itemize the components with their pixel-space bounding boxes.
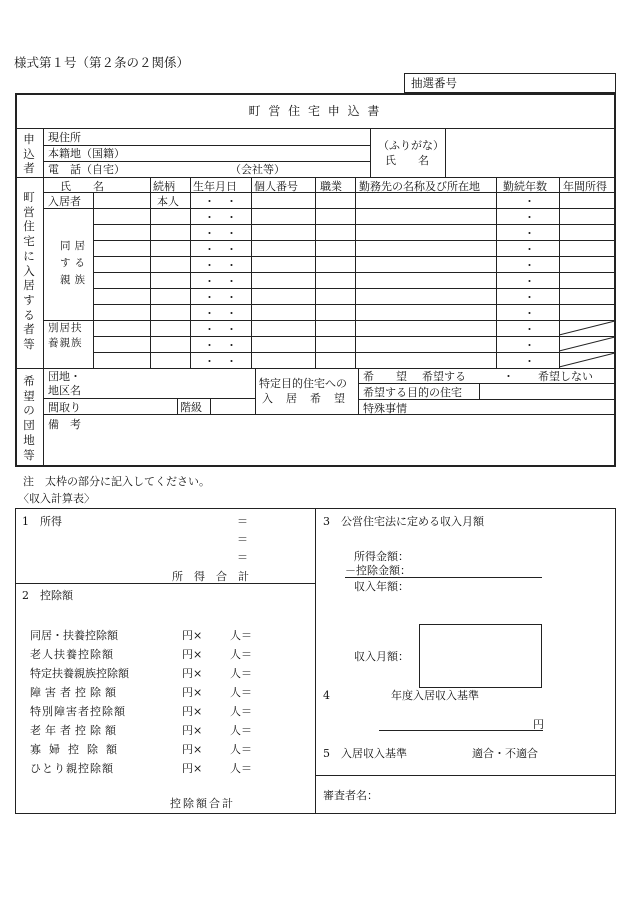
deduction-total-label: 控除額合計 (170, 797, 235, 810)
furigana-label: （ふりがな） (378, 139, 444, 152)
persons-equals: 人＝ (230, 705, 252, 718)
equals-sign: ＝ (237, 533, 248, 546)
years-dot: ・ (524, 195, 535, 208)
col-occupation: 職業 (320, 180, 342, 193)
annual-income-label: 収入年額： (354, 580, 409, 593)
birthdate-marks: ・ ・ (204, 291, 237, 304)
dependent-income-slashes (559, 320, 615, 368)
persons-equals: 人＝ (230, 667, 252, 680)
yen-times: 円× (182, 743, 203, 756)
name-label: 氏 名 (385, 154, 429, 167)
yen-times: 円× (182, 686, 203, 699)
income-amount-label: 所得金額： (354, 550, 409, 563)
reviewer-label: 審査者名： (323, 789, 378, 802)
estate-label-2: 地区名 (48, 384, 81, 397)
birthdate-marks: ・ ・ (204, 355, 237, 368)
years-dot: ・ (524, 307, 535, 320)
special-circumstances-label: 特殊事情 (363, 402, 407, 415)
form-number: 様式第１号（第２条の２関係） (14, 55, 190, 70)
standard-heading: 年度入居収入基準 (391, 689, 479, 702)
deduction-label: 老年者控除額 (30, 724, 120, 737)
col-workplace: 勤務先の名称及び所在地 (359, 180, 480, 193)
monthly-income-heading: 3 公営住宅法に定める収入月額 (323, 515, 484, 528)
equals-sign: ＝ (237, 515, 248, 528)
birthdate-marks: ・ ・ (204, 243, 237, 256)
col-relation: 続柄 (153, 180, 175, 193)
birthdate-marks: ・ ・ (204, 259, 237, 272)
years-dot: ・ (524, 275, 535, 288)
deduction-heading: 2 控除額 (22, 589, 73, 602)
col-years: 勤続年数 (503, 180, 547, 193)
birthdate-marks: ・ ・ (204, 307, 237, 320)
col-personal-number: 個人番号 (254, 180, 298, 193)
suitability-options: 適合・不適合 (472, 747, 538, 760)
yen-unit: 円 (533, 718, 544, 731)
note: 注 太枠の部分に記入してください。 (23, 475, 210, 488)
registered-domicile-label: 本籍地（国籍） (48, 147, 125, 160)
occupant-label: 入居者 (48, 195, 81, 208)
company-label: （会社等） (230, 163, 285, 176)
birthdate-marks: ・ ・ (204, 195, 237, 208)
yen-times: 円× (182, 724, 203, 737)
dependent-family-label: 別居扶養親族 (48, 322, 83, 349)
yen-times: 円× (182, 762, 203, 775)
birthdate-marks: ・ ・ (204, 211, 237, 224)
applicant-side-label: 申込者 (23, 132, 35, 176)
calc-title: 〈収入計算表〉 (18, 492, 95, 505)
years-dot: ・ (524, 355, 535, 368)
yen-times: 円× (182, 667, 203, 680)
years-dot: ・ (524, 211, 535, 224)
years-dot: ・ (524, 259, 535, 272)
birthdate-marks: ・ ・ (204, 227, 237, 240)
yen-times: 円× (182, 705, 203, 718)
wish-yes-option[interactable]: 希望する (422, 370, 466, 383)
deduction-label: 同居・扶養控除額 (30, 629, 118, 642)
lottery-number-label: 抽選番号 (411, 76, 457, 90)
monthly-income-label: 収入月額： (354, 650, 409, 663)
persons-equals: 人＝ (230, 743, 252, 756)
persons-equals: 人＝ (230, 629, 252, 642)
monthly-income-box (419, 624, 542, 688)
income-total-label: 所 得 合 計 (172, 570, 249, 583)
persons-equals: 人＝ (230, 724, 252, 737)
birthdate-marks: ・ ・ (204, 275, 237, 288)
col-name: 氏 名 (60, 180, 104, 193)
deduction-label: 老人扶養控除額 (30, 648, 114, 661)
deduction-label: 特定扶養親族控除額 (30, 667, 129, 680)
standard-check-heading: 5 入居収入基準 (323, 747, 407, 760)
phone-label: 電 話（自宅） (48, 163, 125, 176)
standard-number: 4 (323, 689, 330, 702)
minus-deduction-label: －控除金額： (345, 564, 411, 577)
years-dot: ・ (524, 243, 535, 256)
income-heading: 1 所得 (22, 515, 62, 528)
deduction-label: 寡婦控除額 (30, 743, 125, 756)
yen-times: 円× (182, 629, 203, 642)
desired-side-label: 希望の団地等 (23, 374, 35, 462)
wish-separator: ・ (503, 370, 514, 383)
deduction-label: ひとり親控除額 (30, 762, 114, 775)
estate-label-1: 団地・ (48, 370, 81, 383)
floor-label: 階級 (180, 401, 202, 414)
equals-sign: ＝ (237, 551, 248, 564)
deduction-label: 障害者控除額 (30, 686, 120, 699)
persons-equals: 人＝ (230, 686, 252, 699)
deduction-label: 特別障害者控除額 (30, 705, 126, 718)
persons-equals: 人＝ (230, 762, 252, 775)
cohabiting-family-label: 同居する親族 (60, 240, 89, 286)
special-purpose-label-2: 入 居 希 望 (262, 392, 346, 405)
persons-equals: 人＝ (230, 648, 252, 661)
layout-label: 間取り (48, 401, 81, 414)
form-title: 町 営 住 宅 申 込 書 (248, 104, 382, 118)
birthdate-marks: ・ ・ (204, 339, 237, 352)
years-dot: ・ (524, 291, 535, 304)
birthdate-marks: ・ ・ (204, 323, 237, 336)
years-dot: ・ (524, 227, 535, 240)
years-dot: ・ (524, 323, 535, 336)
wish-no-option[interactable]: 希望しない (538, 370, 593, 383)
remarks-label: 備 考 (48, 418, 81, 431)
yen-times: 円× (182, 648, 203, 661)
wish-label: 希 望 (363, 370, 407, 383)
current-address-label: 現住所 (48, 131, 81, 144)
purpose-label: 希望する目的の住宅 (363, 386, 462, 399)
col-annual-income: 年間所得 (563, 180, 607, 193)
years-dot: ・ (524, 339, 535, 352)
residents-side-label: 町営住宅に入居する者等 (23, 190, 35, 352)
col-birthdate: 生年月日 (193, 180, 237, 193)
occupant-relation: 本人 (157, 195, 179, 208)
special-purpose-label-1: 特定目的住宅への (259, 377, 347, 390)
